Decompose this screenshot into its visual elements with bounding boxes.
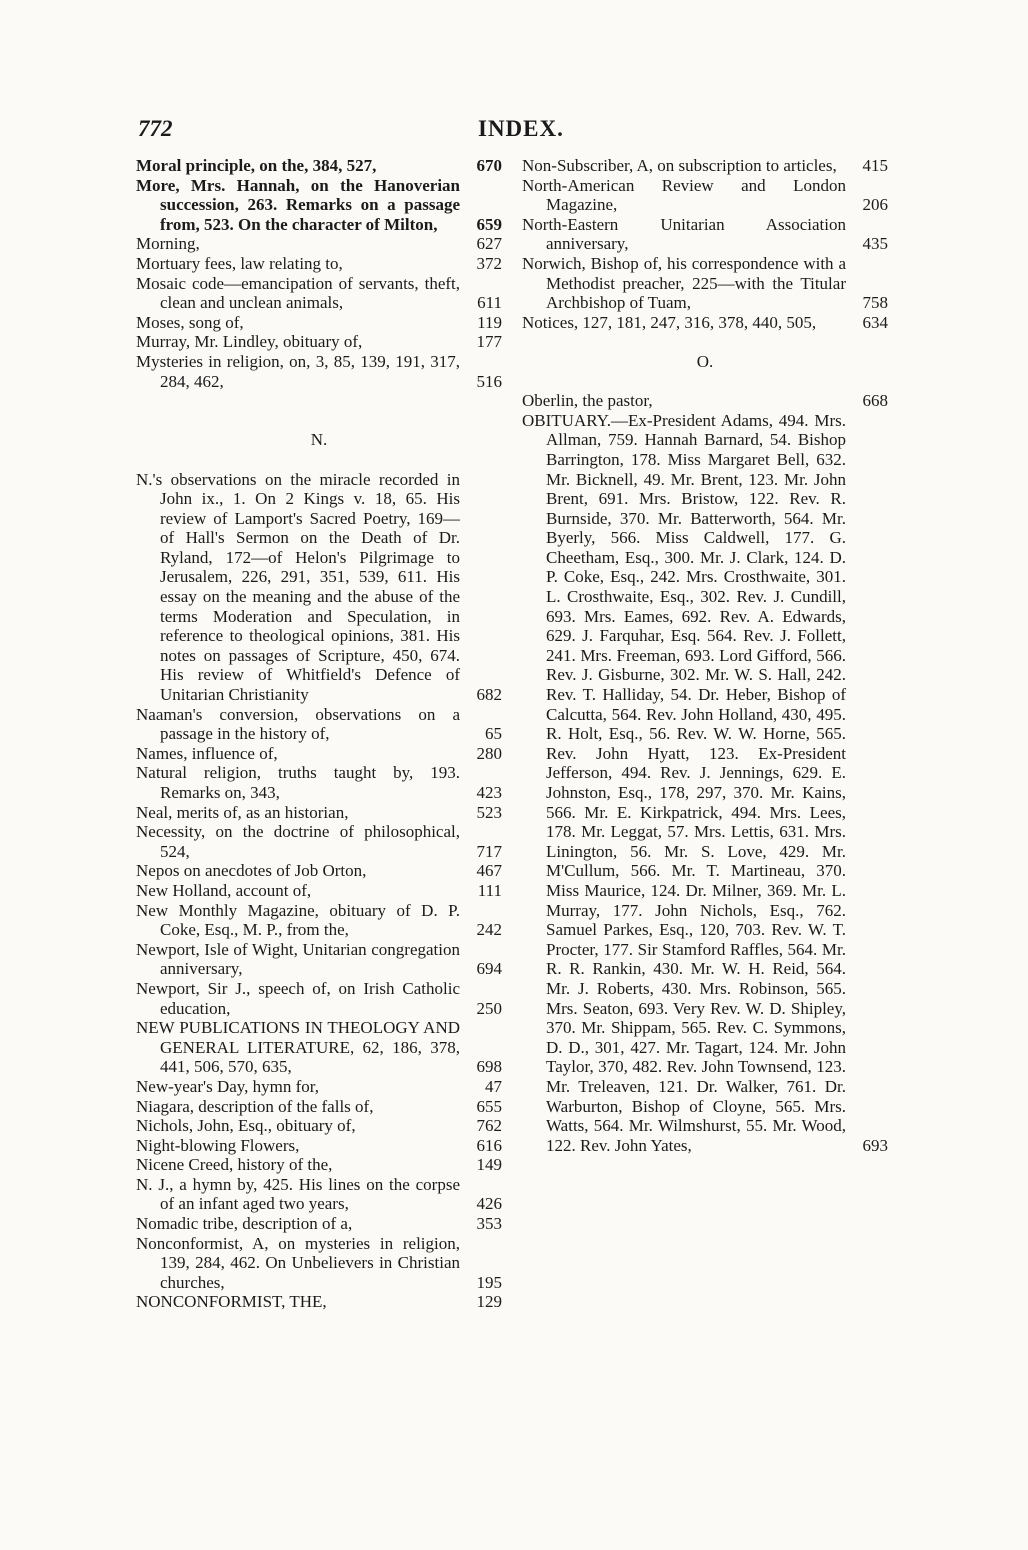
running-head: INDEX.: [478, 116, 564, 141]
entry-text: Niagara, description of the falls of,: [136, 1096, 374, 1116]
entry-page-ref: 353: [476, 1214, 502, 1234]
index-entry: [136, 940, 502, 979]
entry-page-ref: 206: [862, 195, 888, 215]
entry-page-ref: 177: [476, 332, 502, 352]
index-entry: [522, 156, 888, 176]
entry-text: Moral principle, on the, 384, 527,: [136, 156, 377, 175]
entry-page-ref: 616: [476, 1135, 502, 1155]
index-entry: [136, 274, 502, 313]
index-entry: [136, 332, 502, 352]
entry-text: Murray, Mr. Lindley, obituary of,: [136, 332, 363, 352]
entry-text: Names, influence of,: [136, 743, 278, 763]
entry-text: Night-blowing Flowers,: [136, 1135, 300, 1155]
spacer: [136, 391, 502, 411]
entry-text: Non-Subscriber, A, on subscription to articles,: [522, 156, 837, 175]
index-entry: [136, 1175, 502, 1214]
index-entry: [136, 313, 502, 333]
entry-page-ref: 655: [476, 1096, 502, 1116]
entry-page-ref: 111: [477, 880, 502, 900]
index-entry: [136, 1018, 502, 1077]
index-entry: [136, 881, 502, 901]
spacer: [136, 450, 502, 470]
page-number: 772: [138, 116, 173, 141]
index-entry: [136, 763, 502, 802]
index-entry: [136, 861, 502, 881]
entry-text: Norwich, Bishop of, his correspondence with a Methodist preacher, 225—with the Titular Archbishop of Tuam,: [522, 253, 846, 313]
entry-text: Mysteries in religion, on, 3, 85, 139, 191, 317, 284, 462,: [136, 351, 460, 391]
entry-text: Mortuary fees, law relating to,: [136, 253, 343, 273]
entry-text: Naaman's conversion, observations on a passage in the history of,: [136, 704, 460, 744]
entry-text: New Monthly Magazine, obituary of D. P. Coke, Esq., M. P., from the,: [136, 900, 460, 940]
entry-text: Oberlin, the pastor,: [522, 391, 653, 411]
entry-page-ref: 659: [476, 214, 502, 234]
entry-text: NONCONFORMIST, THE,: [136, 1292, 327, 1312]
index-entry: [136, 254, 502, 274]
index-entry: [136, 1077, 502, 1097]
entry-page-ref: 129: [476, 1292, 502, 1312]
entry-text: Newport, Sir J., speech of, on Irish Catholic education,: [136, 978, 460, 1018]
index-entry: [136, 803, 502, 823]
right-column: [522, 156, 888, 1155]
index-entry: [136, 1292, 502, 1312]
entry-text: Moses, song of,: [136, 312, 244, 332]
entry-text: Nepos on anecdotes of Job Orton,: [136, 861, 367, 881]
entry-page-ref: 149: [476, 1155, 502, 1175]
entry-page-ref: 758: [862, 293, 888, 313]
entry-page-ref: 762: [476, 1116, 502, 1136]
index-entry: [136, 705, 502, 744]
entry-page-ref: 65: [485, 724, 502, 744]
entry-page-ref: 119: [477, 312, 502, 332]
spacer: [136, 411, 502, 431]
index-entry: [136, 822, 502, 861]
index-entry: [136, 901, 502, 940]
index-entry: [522, 215, 888, 254]
entry-page-ref: 682: [476, 685, 502, 705]
index-entry: [136, 156, 502, 176]
entry-text: OBITUARY.—Ex-President Adams, 494. Mrs. Allman, 759. Hannah Barnard, 54. Bishop Barrington, 178. Miss Margaret Bell, 632. Mr. Bicknell, 49. Mr. Brent, 123. Mr. John Brent, 691. Mrs. Bristow, 122. Rev. R. Burnside, 370. Mr. Batterworth, 564. Mr. Byerly, 566. Miss Caldwell, 177. G. Cheetham, Esq., 300. Mr. J. Clark, 124. D. P. Coke, Esq., 242. Mrs. Crosthwaite, 301. L. Crosthwaite, Esq., 302. Rev. J. Cundill, 693. Mrs. Eames, 692. Rev. A. Edwards, 629. J. Farquhar, Esq. 564. Rev. J. Follett, 241. Mrs. Freeman, 693. Lord Gifford, 566. Rev. J. Gisburne, 302. Mr. W. S. Hall, 242. Rev. T. Halliday, 54. Dr. Heber, Bishop of Calcutta, 564. Rev. John Holland, 430, 495. R. Holt, Esq., 56. Rev. W. W. Horne, 565. Rev. John Hyatt, 123. Ex-President Jefferson, 494. Rev. J. Jennings, 629. E. Johnston, Esq., 178, 297, 370. Mr. Kains, 566. Mr. E. Kirkpatrick, 494. Mrs. Lees, 178. Mr. Leggat, 57. Mrs. Lettis, 631. Mrs. Linington, 56. Mr. S. Love, 429. Mr. M'Cullum, 566. Mr. T. Martineau, 370. Miss Maurice, 124. Dr. Milner, 369. Mr. L. Murray, 177. John Nichols, Esq., 762. Samuel Parkes, Esq., 120, 703. Rev. W. T. Procter, 177. Sir Stamford Raffles, 564. Mr. R. R. Rankin, 430. Mr. W. H. Reid, 564. Mr. J. Roberts, 430. Mrs. Robinson, 565. Mrs. Seaton, 693. Very Rev. W. D. Shipley, 370. Mr. Shippam, 565. Rev. C. Symmons, D. D., 301, 427. Mr. Tagart, 124. Mr. John Taylor, 370, 482. Rev. John Townsend, 123. Mr. Treleaven, 121. Dr. Walker, 761. Dr. Warburton, Bishop of Cloyne, 565. Mrs. Watts, 564. Mr. Wilmshurst, 55. Mr. Wood, 122. Rev. John Yates,: [522, 410, 846, 1155]
entry-text: New-year's Day, hymn for,: [136, 1076, 320, 1096]
index-entry: [136, 744, 502, 764]
entry-text: Nicene Creed, history of the,: [136, 1155, 333, 1175]
entry-page-ref: 280: [476, 743, 502, 763]
entry-text: Necessity, on the doctrine of philosophical, 524,: [136, 822, 460, 861]
index-entry: [522, 411, 888, 1156]
entry-page-ref: 195: [476, 1272, 502, 1292]
index-entry: [522, 176, 888, 215]
entry-text: More, Mrs. Hannah, on the Hanoverian succession, 263. Remarks on a passage from, 523. On the character of Milton,: [136, 175, 460, 234]
index-entry: [136, 234, 502, 254]
left-column: [136, 156, 502, 1312]
entry-text: Morning,: [136, 234, 200, 254]
entry-page-ref: 435: [862, 234, 888, 254]
entry-page-ref: 693: [862, 1135, 888, 1155]
entry-page-ref: 423: [476, 783, 502, 802]
index-entry: [136, 979, 502, 1018]
entry-page-ref: 670: [476, 156, 502, 175]
entry-text: Mosaic code—emancipation of servants, theft, clean and unclean animals,: [136, 273, 460, 313]
entry-page-ref: 627: [476, 234, 502, 254]
entry-text: Nonconformist, A, on mysteries in religion, 139, 284, 462. On Unbelievers in Christian churches,: [136, 1233, 460, 1292]
index-entry: [136, 1155, 502, 1175]
entry-text: Neal, merits of, as an historian,: [136, 802, 349, 822]
index-entry: [136, 1116, 502, 1136]
index-entry: [136, 470, 502, 705]
entry-page-ref: 611: [477, 293, 502, 313]
entry-text: North-American Review and London Magazine,: [522, 175, 846, 215]
entry-page-ref: 415: [862, 156, 888, 175]
entry-text: New Holland, account of,: [136, 880, 312, 900]
index-entry: [136, 176, 502, 235]
entry-text: North-Eastern Unitarian Association anniversary,: [522, 214, 846, 254]
spacer: [522, 372, 888, 392]
entry-text: Notices, 127, 181, 247, 316, 378, 440, 505,: [522, 312, 817, 332]
entry-page-ref: 516: [476, 371, 502, 391]
entry-text: N. J., a hymn by, 425. His lines on the corpse of an infant aged two years,: [136, 1174, 460, 1214]
entry-page-ref: 698: [476, 1057, 502, 1077]
entry-page-ref: 694: [476, 959, 502, 979]
index-entry: [136, 1234, 502, 1293]
index-entry: [522, 313, 888, 333]
entry-text: NEW PUBLICATIONS IN THEOLOGY AND GENERAL LITERATURE, 62, 186, 378, 441, 506, 570, 635,: [136, 1018, 460, 1077]
entry-text: Natural religion, truths taught by, 193. Remarks on, 343,: [136, 763, 460, 802]
entry-page-ref: 523: [476, 802, 502, 822]
entry-page-ref: 250: [476, 998, 502, 1018]
entry-text: Nomadic tribe, description of a,: [136, 1214, 353, 1234]
entry-text: Nichols, John, Esq., obituary of,: [136, 1116, 356, 1136]
entry-page-ref: 717: [476, 841, 502, 861]
entry-page-ref: 47: [485, 1076, 502, 1096]
index-entry: [136, 352, 502, 391]
entry-page-ref: 634: [862, 312, 888, 332]
index-entry: [136, 1097, 502, 1117]
entry-page-ref: 242: [476, 920, 502, 940]
entry-page-ref: 426: [476, 1194, 502, 1214]
entry-text: Newport, Isle of Wight, Unitarian congregation anniversary,: [136, 939, 460, 979]
index-entry: [136, 1214, 502, 1234]
index-entry: [136, 1136, 502, 1156]
index-entry: [522, 391, 888, 411]
entry-page-ref: 467: [476, 861, 502, 881]
entry-text: N.'s observations on the miracle recorded in John ix., 1. On 2 Kings v. 18, 65. His review of Lamport's Sacred Poetry, 169—of Hall's Sermon on the Death of Dr. Ryland, 172—of Helon's Pilgrimage to Jerusalem, 226, 291, 351, 539, 611. His essay on the meaning and the abuse of the terms Moderation and Speculation, in reference to theological opinions, 381. His notes on passages of Scripture, 450, 674. His review of Whitfield's Defence of Unitarian Christianity: [136, 469, 460, 705]
entry-page-ref: 372: [476, 253, 502, 273]
section-heading: O.: [696, 351, 714, 371]
index-entry: [522, 254, 888, 313]
entry-page-ref: 668: [862, 391, 888, 411]
spacer: [522, 332, 888, 352]
section-heading: N.: [310, 430, 328, 450]
